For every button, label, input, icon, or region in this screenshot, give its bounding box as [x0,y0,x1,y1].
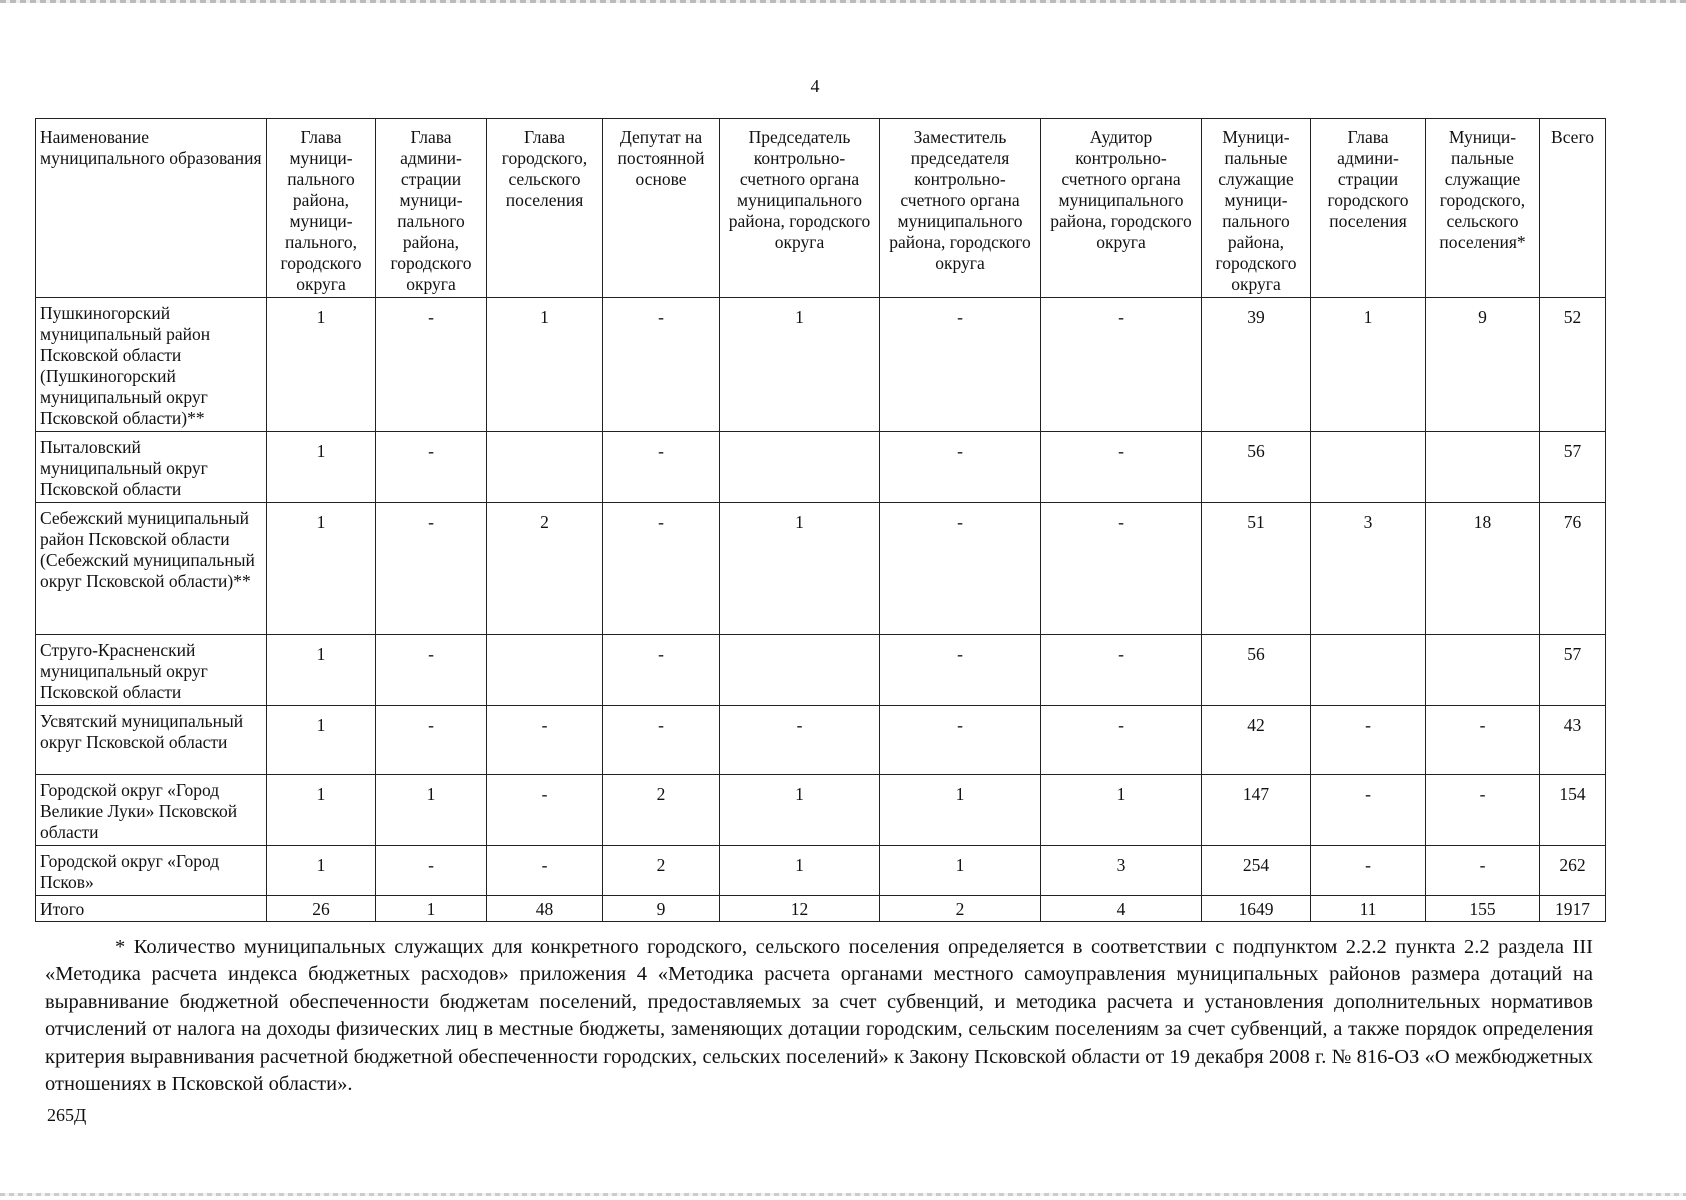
table-cell: 2 [603,775,720,846]
header-name: Наименование муниципального образования [36,119,267,298]
table-cell [1311,635,1426,706]
document-code: 265Д [47,1105,87,1125]
table-cell [1426,432,1540,503]
table-cell: 1 [267,432,376,503]
footnote: * Количество муниципальных служащих для конкретного городского, сельского поселения определяется в соответствии с подпунктом 2.2.2 пункта 2.2 раздела III «Методика расчета индекса бюджетных расходов» приложения 4 «Методика расчета органами местного самоуправления муниципальных районов размера дотаций на выравнивание бюджетной обеспеченности бюджетам поселений, предоставляемых за счет субвенций, и методика расчета и установления дополнительных нормативов отчислений от налога на доходы физических лиц в местные бюджеты, заменяющих дотации городским, сельским поселениям за счет субвенций, а также порядок определения критерия выравнивания расчетной бюджетной обеспеченности городских, сельских поселений» к Закону Псковской области от 19 декабря 2008 г. № 816-ОЗ «О межбюджетных отношениях в Псковской области». [45,935,1593,1095]
table-cell: 1 [267,503,376,635]
header-auditor: Аудитор контрольно-счетного органа муниципального района, городского округа [1041,119,1202,298]
table-cell: - [1311,706,1426,775]
table-cell: 51 [1202,503,1311,635]
table-row [36,775,1606,846]
table-cell: - [880,503,1041,635]
table-cell: - [603,635,720,706]
table-cell [487,635,603,706]
total-cell: 26 [267,896,376,922]
table-cell: - [880,706,1041,775]
table-cell: - [376,432,487,503]
header-head-settlement: Глава городского, сельского поселения [487,119,603,298]
header-deputy-chairman: Заместитель председателя контрольно-счетного органа муниципального района, городского округа [880,119,1041,298]
table-cell: - [1311,775,1426,846]
table-cell: - [487,846,603,896]
table-cell: 39 [1202,298,1311,432]
table-cell: - [1041,706,1202,775]
table-cell: - [1311,846,1426,896]
table-cell: 76 [1540,503,1606,635]
table-cell: 2 [603,846,720,896]
table-cell: - [1426,706,1540,775]
table-row [36,635,1606,706]
table-cell: 1 [267,635,376,706]
total-cell: 12 [720,896,880,922]
table-cell: - [376,635,487,706]
table-cell: 1 [267,706,376,775]
header-municipal-employees: Муници-пальные служащие муници-пального района, городского округа [1202,119,1311,298]
table-cell: 3 [1311,503,1426,635]
table-cell: - [603,298,720,432]
header-total: Всего [1540,119,1606,298]
row-name: Пыталовский муниципальный округ Псковской области [36,432,267,503]
header-head-city-administration: Глава админи-страции городского поселения [1311,119,1426,298]
table-row [36,298,1606,432]
table-cell [1311,432,1426,503]
table-cell: - [880,432,1041,503]
total-cell: 11 [1311,896,1426,922]
table-row [36,846,1606,896]
table-cell: - [720,706,880,775]
header-deputy: Депутат на постоянной основе [603,119,720,298]
table-cell: - [376,298,487,432]
table-cell: 2 [487,503,603,635]
table-cell: 1 [1311,298,1426,432]
table-cell: - [487,706,603,775]
table-cell: - [487,775,603,846]
table-row [36,706,1606,775]
table-cell: 1 [267,298,376,432]
staff-table [35,118,1606,922]
table-cell: - [1041,298,1202,432]
table-cell: - [1041,503,1202,635]
table-cell: 57 [1540,635,1606,706]
table-cell [1426,635,1540,706]
table-cell: 262 [1540,846,1606,896]
table-cell: 154 [1540,775,1606,846]
table-cell: - [376,706,487,775]
row-name: Городской округ «Город Псков» [36,846,267,896]
scan-edge-bottom [0,1193,1686,1196]
table-header-row [36,119,1606,298]
table-cell: - [880,298,1041,432]
table-cell: - [376,503,487,635]
total-label: Итого [36,896,267,922]
table-cell: 147 [1202,775,1311,846]
row-name: Пушкиногорский муниципальный район Псковской области (Пушкиногорский муниципальный округ Псковской области)** [36,298,267,432]
table-cell: 56 [1202,635,1311,706]
table-cell: - [603,706,720,775]
table-cell: 1 [1041,775,1202,846]
table-cell: 57 [1540,432,1606,503]
total-cell: 1917 [1540,896,1606,922]
total-cell: 1649 [1202,896,1311,922]
table-cell: 1 [267,775,376,846]
row-name: Усвятский муниципальный округ Псковской области [36,706,267,775]
table-cell: 1 [720,846,880,896]
table-cell: - [376,846,487,896]
header-head-administration: Глава админи-страции муници-пального района, городского округа [376,119,487,298]
table-cell: - [603,503,720,635]
page-number: 4 [810,76,820,96]
header-chairman: Председатель контрольно-счетного органа муниципального района, городского округа [720,119,880,298]
row-name: Городской округ «Город Великие Луки» Псковской области [36,775,267,846]
table-cell: 3 [1041,846,1202,896]
table-cell: 18 [1426,503,1540,635]
table-cell: - [1041,432,1202,503]
total-cell: 1 [376,896,487,922]
row-name: Струго-Красненский муниципальный округ Псковской области [36,635,267,706]
table-cell: - [603,432,720,503]
table-cell [720,432,880,503]
table-cell [720,635,880,706]
row-name: Себежский муниципальный район Псковской области (Себежский муниципальный округ Псковской области)** [36,503,267,635]
table-cell: - [880,635,1041,706]
header-head-district: Глава муници-пального района, муници-пального, городского округа [267,119,376,298]
table-cell [487,432,603,503]
table-cell: 52 [1540,298,1606,432]
total-cell: 48 [487,896,603,922]
table-cell: - [1426,846,1540,896]
scan-edge-top [0,0,1686,3]
table-cell: 56 [1202,432,1311,503]
table-cell: 42 [1202,706,1311,775]
table-cell: 43 [1540,706,1606,775]
total-row [36,896,1606,922]
table-cell: 9 [1426,298,1540,432]
table-cell: - [1041,635,1202,706]
table-cell: 1 [487,298,603,432]
table-cell: 1 [376,775,487,846]
table-cell: 1 [267,846,376,896]
table-cell: 1 [880,775,1041,846]
table-cell: 1 [720,503,880,635]
table-row [36,503,1606,635]
table-cell: 1 [880,846,1041,896]
table-cell: - [1426,775,1540,846]
total-cell: 2 [880,896,1041,922]
table-row [36,432,1606,503]
header-settlement-employees: Муници-пальные служащие городского, сельского поселения* [1426,119,1540,298]
table-cell: 1 [720,298,880,432]
table-cell: 1 [720,775,880,846]
table-cell: 254 [1202,846,1311,896]
total-cell: 155 [1426,896,1540,922]
total-cell: 4 [1041,896,1202,922]
total-cell: 9 [603,896,720,922]
